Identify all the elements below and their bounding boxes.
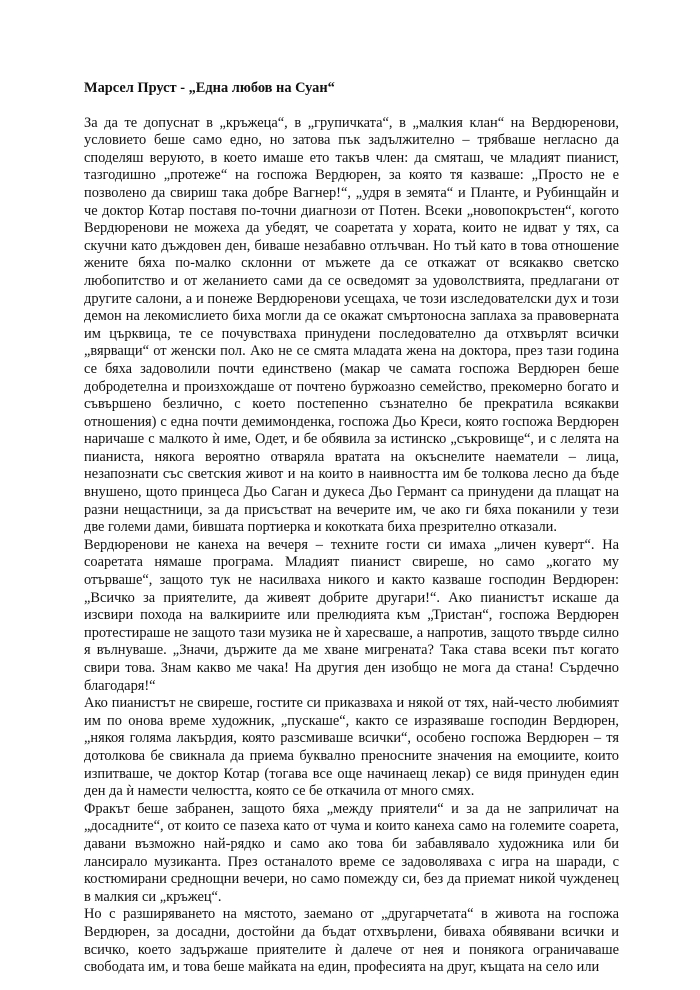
paragraph-5: Но с разширяването на мястото, заемано от „другарчетата“ в живота на госпожа Вердюрен, за досадни, достойни да бъдат отхвърлени, биваха обявявани всички и всичко, което задържаше приятелите ѝ далече от нея и понякога ограничаваше свободата им, и това беше майката на един, професията на друг, къщата на село или: [84, 906, 619, 976]
paragraph-2: Вердюренови не канеха на вечеря – техните гости си имаха „личен куверт“. На соаретата нямаше програма. Младият пианист свиреше, но само „когато му отърваше“, защото тук не насилваха никого и както казваше господин Вердюрен: „Всичко за приятелите, да живеят добрите другари!“. Ако пианистът искаше да изсвири похода на валкириите или прелюдията към „Тристан“, госпожа Вердюрен протестираше не защото тази музика не ѝ харесваше, а напротив, защото твърде силно я вълнуваше. „Значи, държите да ме хване мигрената? Така става всеки път когато свири това. Знам какво ме чака! На другия ден изобщо не мога да стана! Сърдечно благодаря!“: [84, 536, 619, 694]
paragraph-4: Фракът беше забранен, защото бяха „между приятели“ и за да не заприличат на „досадните“, от които се пазеха като от чума и които канеха само на големите соарета, давани възможно най-рядко и само ако това би забавлявало художника или би лансирало музиканта. През останалото време се задоволяваха с игра на шаради, с костюмирани среднощни вечери, но само помежду си, без да приемат никой чужденец в малкия си „кръжец“.: [84, 800, 619, 905]
document-page: [84, 80, 619, 977]
paragraph-1: За да те допуснат в „кръжеца“, в „групичката“, в „малкия клан“ на Вердюренови, условието беше само едно, но затова пък задължително – трябваше неглaсно да споделяш веруюто, в което имаше ето такъв член: да смяташ, че младият пианист, тазгодишно „протеже“ на госпожа Вердюрен, за която тя казваше: „Просто не е позволено да свириш така добре Вагнер!“, „удря в земята“ и Планте, и Рубинщайн и че доктор Котар поставя по-точни диагнози от Потен. Всеки „новопокръстен“, когото Вердюренови не можеха да убедят, че соаретата у хората, които не идват у тях, са скучни като дъждовен ден, биваше незабавно отлъчван. Но тъй като в това отношение жените бяха по-малко склонни от мъжете да се откажат от всякакво светско любопитство и от желанието сами да се осведомят за удоволствията, предлагани от другите салони, а и понеже Вердюренови усещаха, че този изследователски дух и този демон на лекомислието биха могли да се окажат смъртоносна заплаха за правоверната им църквица, те се почувстваха принудени последователно да отхвърлят всички „вярващи“ от женски пол. Ако не се смята младата жена на доктора, през тази година се бяха задоволили почти единствено (макар че самата госпожа Вердюрен беше добродетелна и произхождаше от почтено буржоазно семейство, прекомерно богато и съвършено безлично, с което постепенно съзнателно бе прекратила всякакви отношения) с една почти демимонденка, госпожа Дьо Креси, която госпожа Вердюрен наричаше с малкото ѝ име, Одет, и бе обявила за истинско „съкровище“, и с лелята на пианиста, някога вероятно отваряла вратата на окъснелите наематели – лица, незапознати със светския живот и на които в наивността им бе толкова лесно да бъде внушено, щото принцеса Дьо Саган и дукеса Дьо Германт са принудени да плащат на разни нещастници, за да присъстват на вечерите им, че ако ги бяха поканили у тези две големи дами, бившата портиерка и кокотката биха презрително отказали.: [84, 114, 619, 536]
paragraph-3: Ако пианистът не свиреше, гостите си приказваха и някой от тях, най-често любимият им по онова време художник, „пускаше“, както се изразяваше господин Вердюрен, „някоя голяма лакърдия, която разсмиваше всички“, особено госпожа Вердюрен – тя дотолкова бе свикнала да приема буквално преносните значения на емоциите, които изпитваше, че доктор Котар (тогава все още начинаещ лекар) се видя принуден един ден да ѝ намести челюстта, която се бе откачила от много смях.: [84, 695, 619, 800]
document-title: Марсел Пруст - „Една любов на Суан“: [84, 80, 335, 96]
